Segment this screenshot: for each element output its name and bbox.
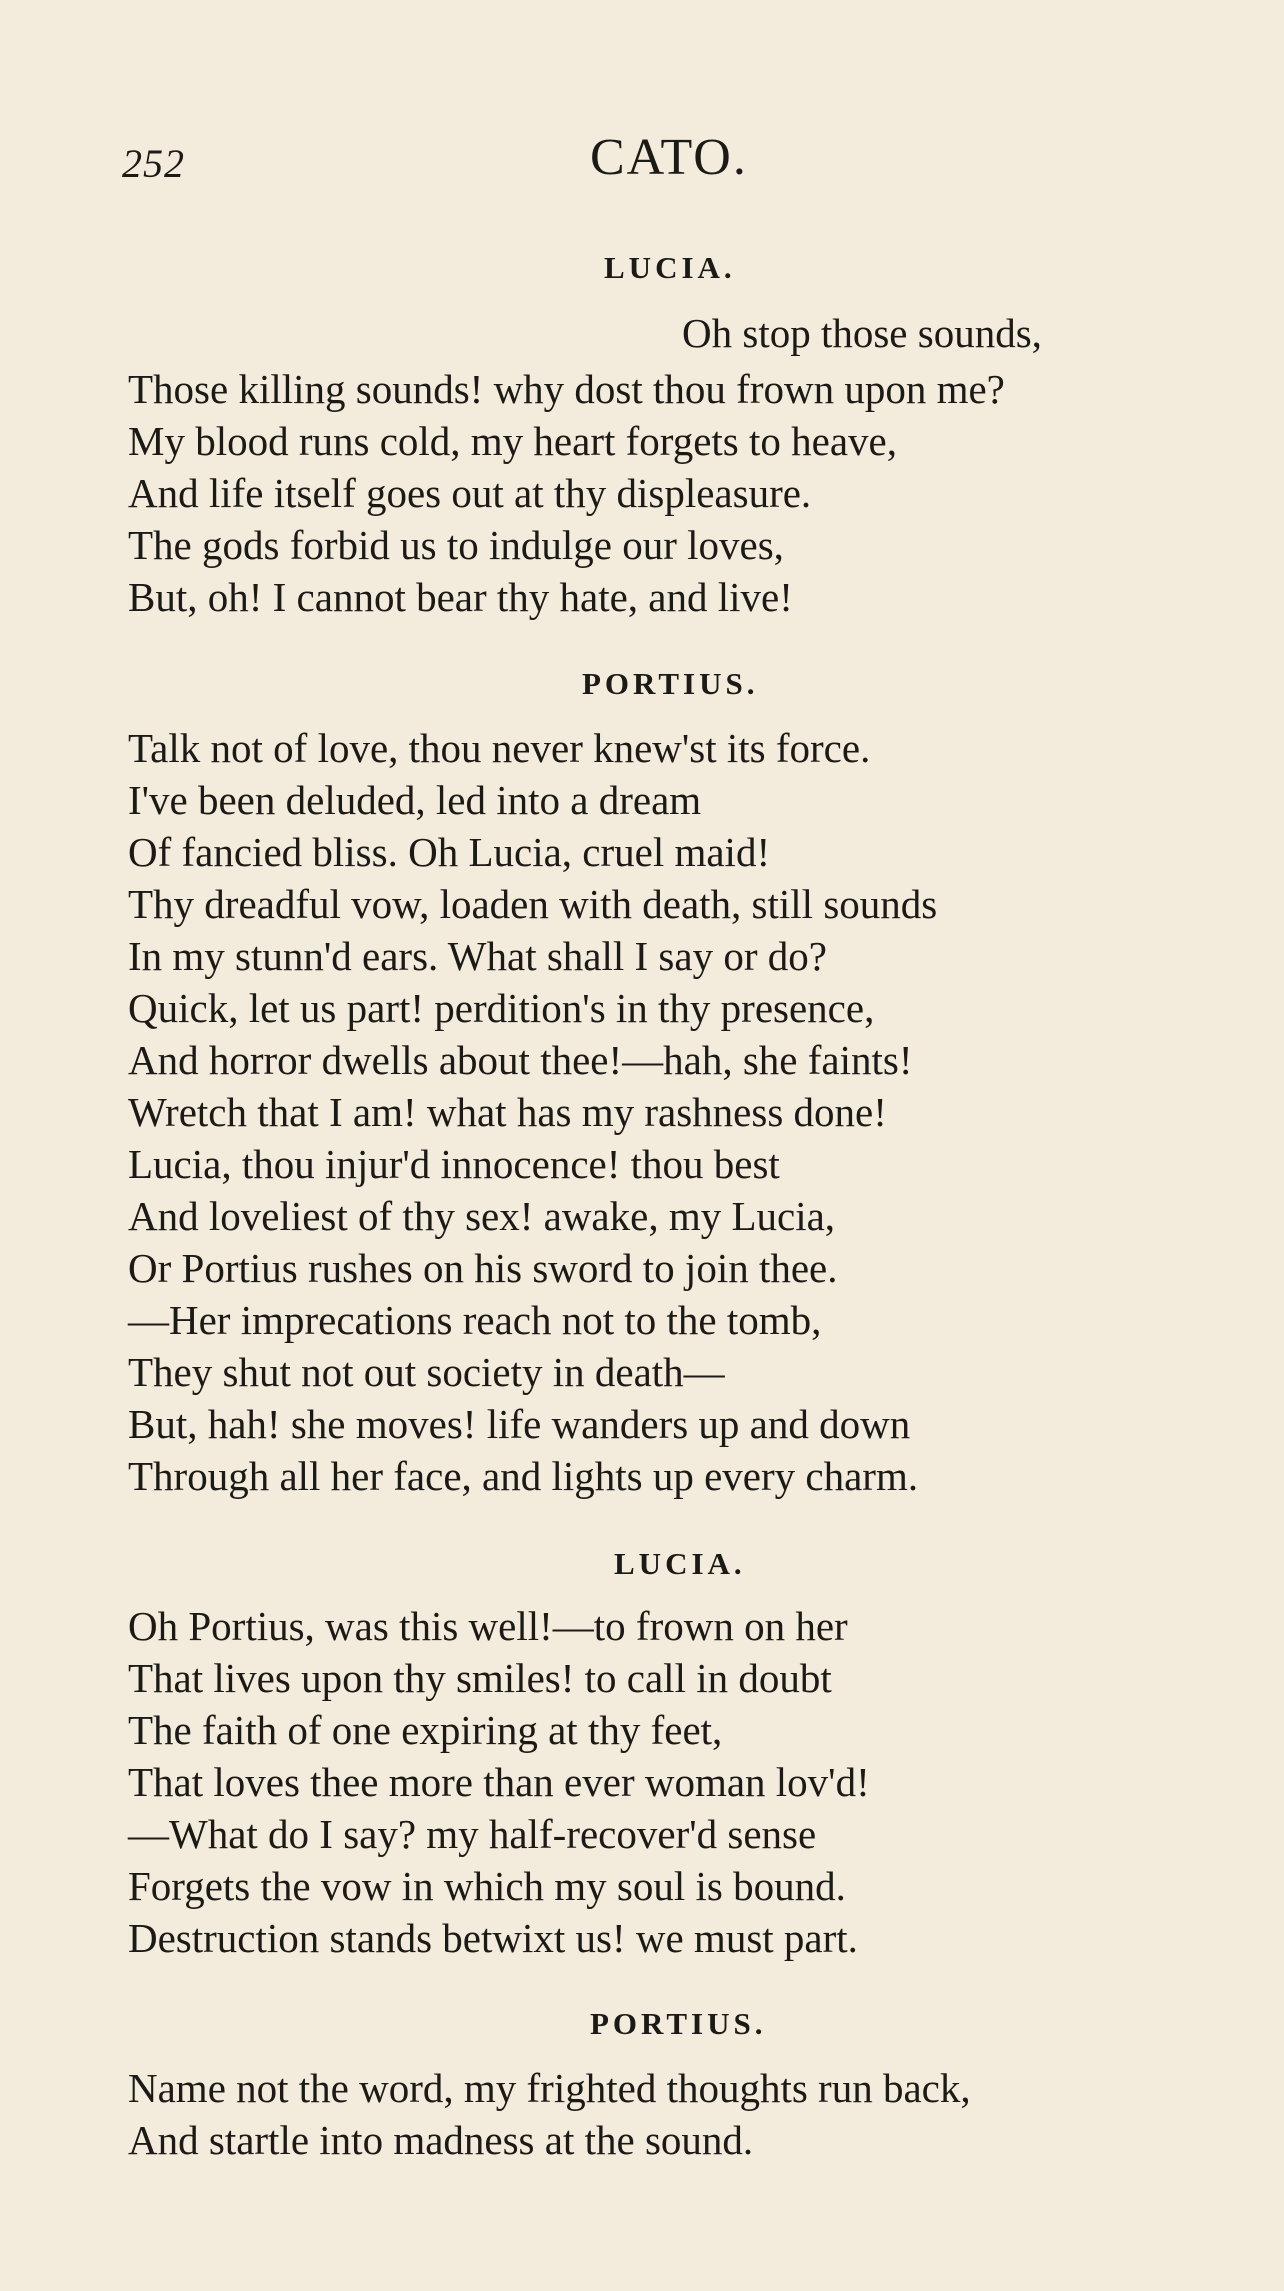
verse-line: That loves thee more than ever woman lov'd! bbox=[128, 1759, 870, 1805]
verse-line: In my stunn'd ears. What shall I say or do? bbox=[128, 933, 827, 979]
verse-line: The gods forbid us to indulge our loves, bbox=[128, 522, 784, 568]
verse-line: But, oh! I cannot bear thy hate, and live! bbox=[128, 574, 793, 620]
verse-line: And horror dwells about thee!—hah, she faints! bbox=[128, 1037, 913, 1083]
verse-line: And life itself goes out at thy displeasure. bbox=[128, 470, 812, 516]
verse-line: —Her imprecations reach not to the tomb, bbox=[128, 1297, 822, 1343]
verse-line: Quick, let us part! perdition's in thy presence, bbox=[128, 985, 875, 1031]
verse-line: Talk not of love, thou never knew'st its force. bbox=[128, 725, 871, 771]
verse-line: Lucia, thou injur'd innocence! thou best bbox=[128, 1141, 780, 1187]
running-head-title: CATO. bbox=[590, 129, 748, 186]
speaker-name: PORTIUS. bbox=[590, 2006, 767, 2041]
verse-line: My blood runs cold, my heart forgets to heave, bbox=[128, 418, 897, 464]
verse-line: And startle into madness at the sound. bbox=[128, 2117, 754, 2163]
verse-line: Name not the word, my frighted thoughts run back, bbox=[128, 2065, 971, 2111]
verse-line: They shut not out society in death— bbox=[128, 1349, 725, 1395]
verse-line: Those killing sounds! why dost thou frown upon me? bbox=[128, 366, 1005, 412]
speaker-name: LUCIA. bbox=[614, 1546, 746, 1581]
verse-line: Or Portius rushes on his sword to join thee. bbox=[128, 1245, 838, 1291]
verse-line: Thy dreadful vow, loaden with death, still sounds bbox=[128, 881, 938, 927]
verse-line: Of fancied bliss. Oh Lucia, cruel maid! bbox=[128, 829, 771, 875]
verse-line: Wretch that I am! what has my rashness done! bbox=[128, 1089, 887, 1135]
verse-line: That lives upon thy smiles! to call in doubt bbox=[128, 1655, 832, 1701]
verse-line: And loveliest of thy sex! awake, my Lucia, bbox=[128, 1193, 836, 1239]
verse-line: I've been deluded, led into a dream bbox=[128, 777, 702, 823]
verse-line: Destruction stands betwixt us! we must part. bbox=[128, 1915, 858, 1961]
verse-line: —What do I say? my half-recover'd sense bbox=[128, 1811, 817, 1857]
page-number: 252 bbox=[122, 141, 185, 186]
speaker-name: LUCIA. bbox=[604, 250, 736, 285]
speaker-name: PORTIUS. bbox=[582, 666, 759, 701]
verse-line: But, hah! she moves! life wanders up and down bbox=[128, 1401, 911, 1447]
verse-line: Oh stop those sounds, bbox=[682, 310, 1042, 356]
verse-line: Oh Portius, was this well!—to frown on her bbox=[128, 1603, 848, 1649]
verse-line: Forgets the vow in which my soul is bound. bbox=[128, 1863, 846, 1909]
verse-line: The faith of one expiring at thy feet, bbox=[128, 1707, 723, 1753]
verse-line: Through all her face, and lights up every charm. bbox=[128, 1453, 919, 1499]
